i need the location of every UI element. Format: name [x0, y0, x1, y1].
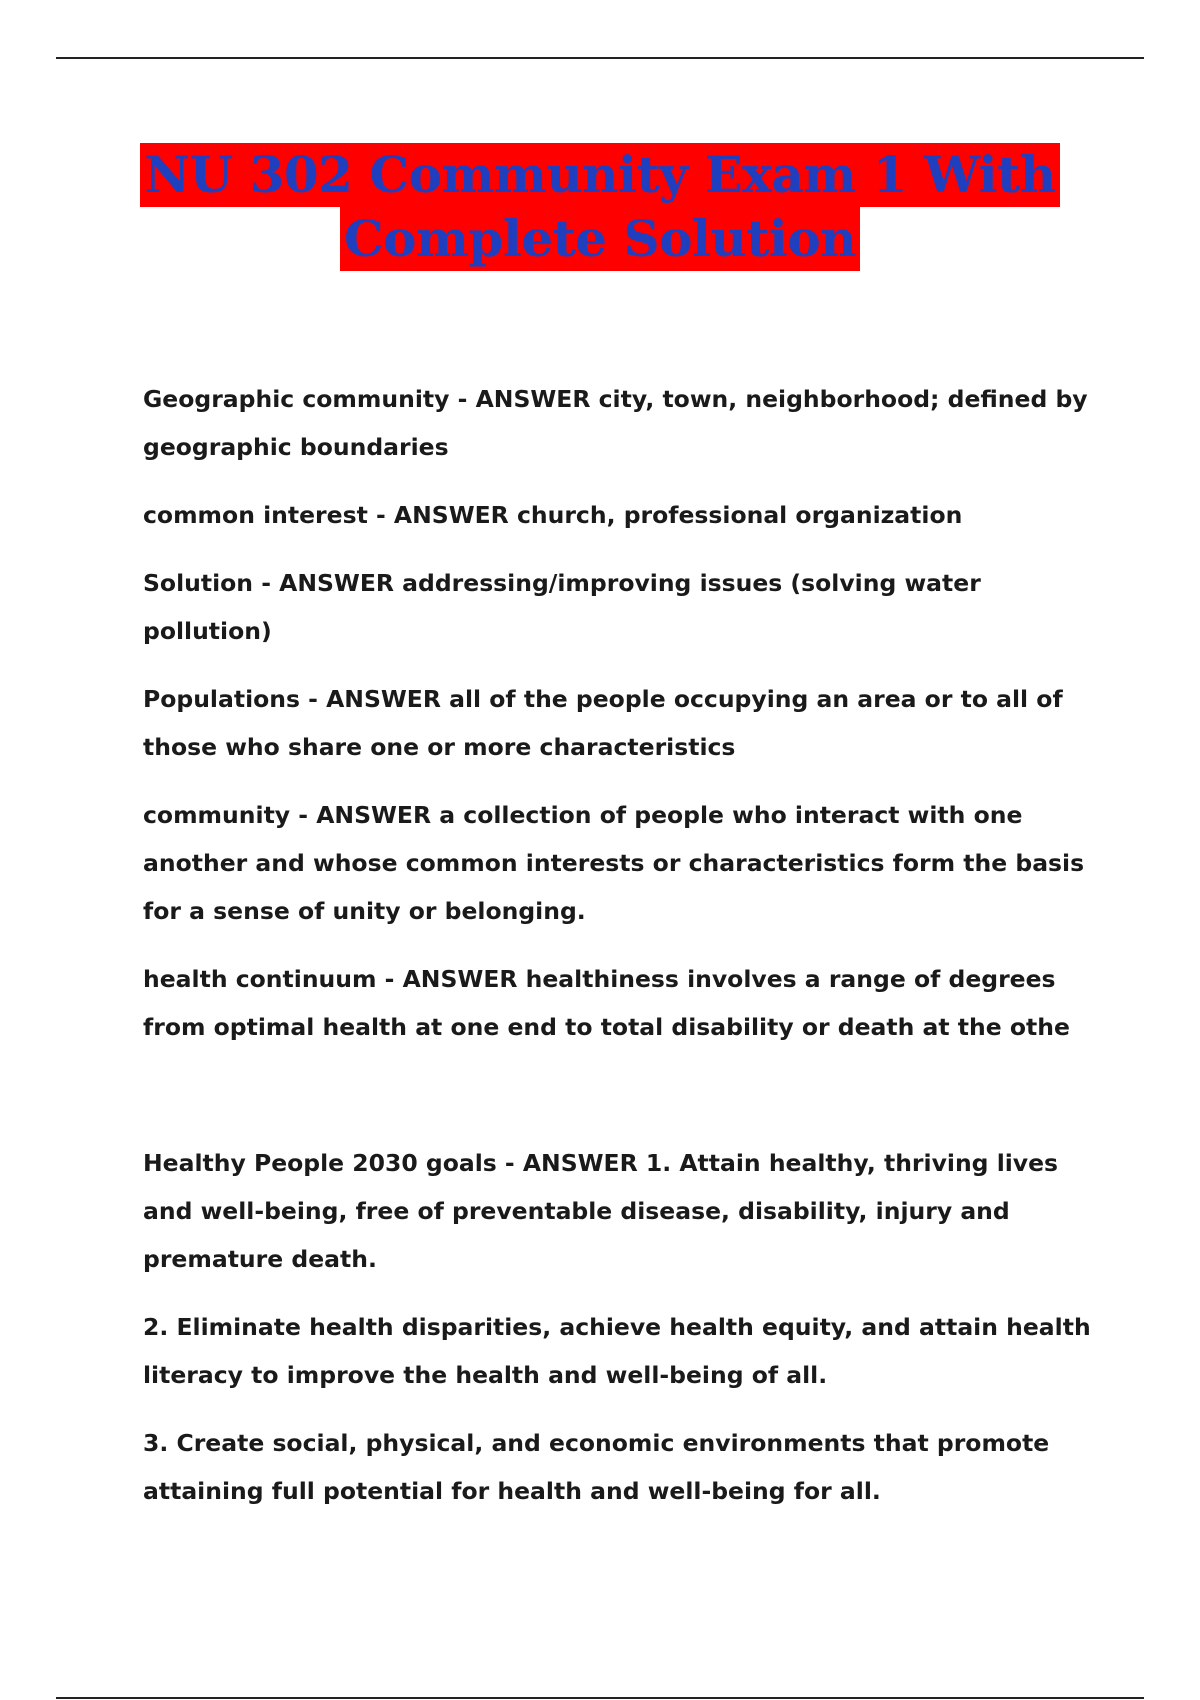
- entry-common-interest: common interest - ANSWER church, professional organization: [143, 501, 963, 529]
- document-title: [0, 143, 1200, 271]
- title-line-1: NU 302 Community Exam 1 With: [140, 143, 1059, 207]
- entry-community: community - ANSWER a collection of people who interact with one another and whose common interests or characteristics form the basis for a sense of unity or belonging.: [143, 801, 1085, 925]
- document-body: [143, 375, 1103, 1535]
- top-rule: [56, 57, 1144, 59]
- entry-geographic-community: Geographic community - ANSWER city, town, neighborhood; defined by geographic boundaries: [143, 385, 1088, 461]
- entry-populations: Populations - ANSWER all of the people occupying an area or to all of those who share one or more characteristics: [143, 685, 1063, 761]
- entry-solution: Solution - ANSWER addressing/improving issues (solving water pollution): [143, 569, 981, 645]
- entry-healthy-people-goals: Healthy People 2030 goals - ANSWER 1. Attain healthy, thriving lives and well-being, free of preventable disease, disability, injury and premature death.: [143, 1149, 1059, 1273]
- entry-goal-3: 3. Create social, physical, and economic environments that promote attaining full potential for health and well-being for all.: [143, 1429, 1050, 1505]
- bottom-rule: [56, 1697, 1144, 1699]
- entry-goal-2: 2. Eliminate health disparities, achieve health equity, and attain health literacy to improve the health and well-being of all.: [143, 1313, 1091, 1389]
- entry-health-continuum: health continuum - ANSWER healthiness involves a range of degrees from optimal health at one end to total disability or death at the othe: [143, 965, 1070, 1041]
- title-line-2: Complete Solution: [340, 207, 860, 271]
